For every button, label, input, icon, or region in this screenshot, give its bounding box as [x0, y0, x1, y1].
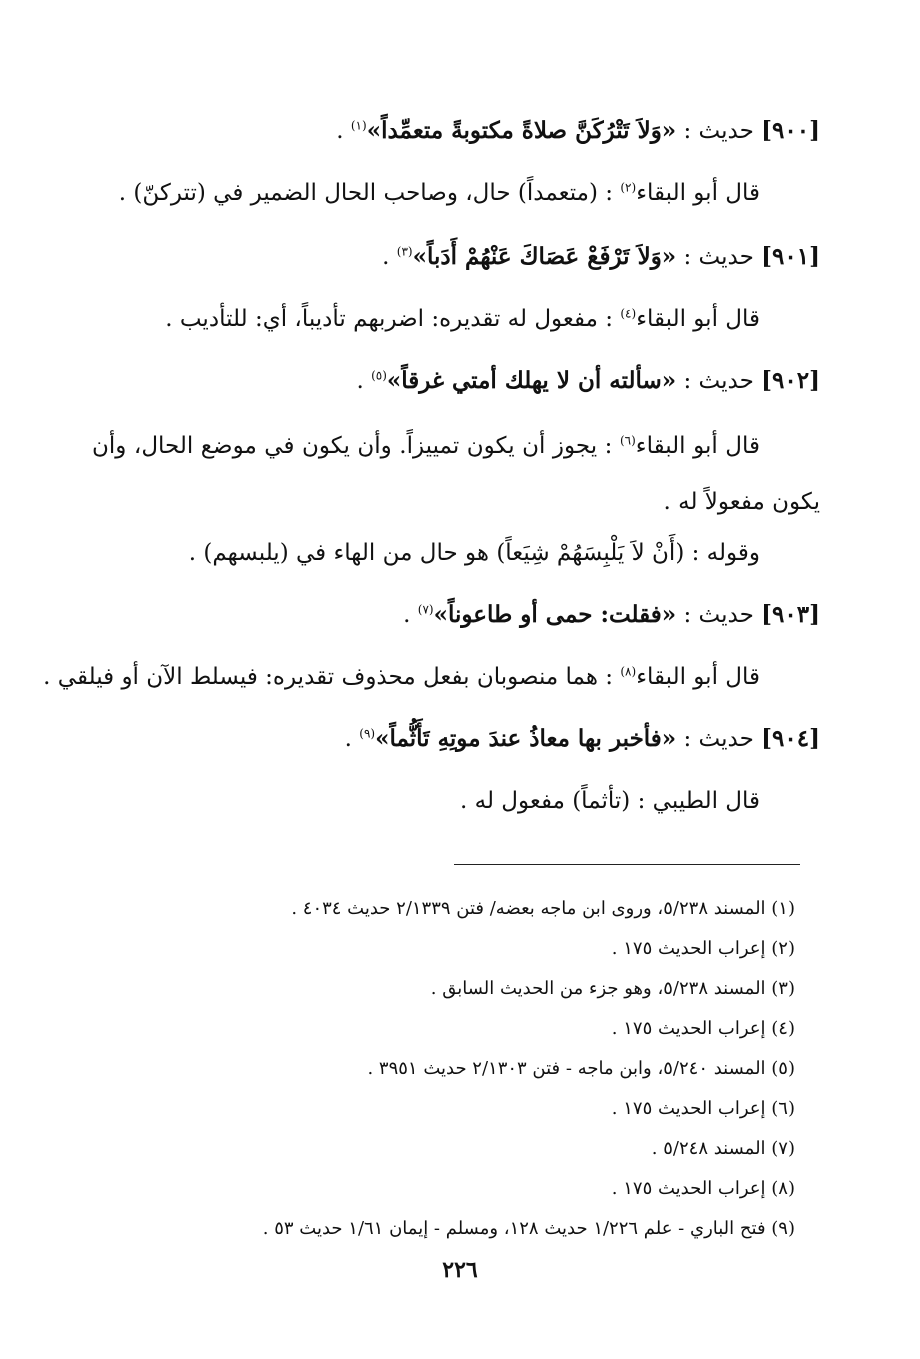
hadith-label: حديث :: [683, 368, 754, 394]
footnote-4: (٤) إعراب الحديث ١٧٥ .: [611, 1018, 795, 1039]
hadith-end: .: [344, 726, 352, 752]
footnote-ref[interactable]: (٩): [359, 726, 376, 741]
hadith-label: حديث :: [683, 118, 754, 144]
hadith-number: [٩٠٢]: [761, 367, 820, 394]
comment-900: [90, 176, 760, 210]
hadith-end: .: [356, 368, 364, 394]
footnote-ref[interactable]: (٧): [417, 602, 434, 617]
comment-text: : (متعمداً) حال، وصاحب الحال الضمير في (تتركنّ) .: [118, 180, 614, 206]
comment-902-b: [90, 536, 760, 570]
comment-speaker: قال أبو البقاء: [636, 180, 760, 206]
hadith-text: «فأخبر بها معاذُ عندَ موتِهِ تَأَثُّماً»: [375, 725, 677, 752]
hadith-903: [90, 598, 820, 632]
comment-text: : (أَنْ لاَ يَلْبِسَهُمْ شِيَعاً) هو حال من الهاء في (يلبسهم) .: [188, 540, 700, 566]
comment-text: : يجوز أن يكون تمييزاً. وأن يكون في موضع الحال، وأن يكون مفعولاً له .: [92, 433, 820, 515]
footnote-separator: [454, 864, 800, 865]
footnote-ref[interactable]: (٣): [396, 244, 413, 259]
page-number: ٢٢٦: [442, 1257, 478, 1283]
comment-speaker: قال أبو البقاء: [636, 306, 760, 332]
footnote-8: (٨) إعراب الحديث ١٧٥ .: [611, 1178, 795, 1199]
footnote-ref[interactable]: (١): [350, 118, 367, 133]
footnote-9: (٩) فتح الباري - علم ١/٢٢٦ حديث ١٢٨، ومسلم - إيمان ١/٦١ حديث ٥٣ .: [262, 1218, 795, 1239]
hadith-label: حديث :: [683, 726, 754, 752]
hadith-904: [90, 722, 820, 756]
hadith-text: «سألته أن لا يهلك أمتي غرقاً»: [386, 367, 677, 394]
hadith-text: «وَلاَ تَرْفَعْ عَصَاكَ عَنْهُمْ أَدَباً»: [412, 243, 677, 270]
comment-904: [90, 784, 760, 818]
hadith-text: «فقلت: حمى أو طاعوناً»: [433, 601, 677, 628]
hadith-901: [90, 240, 820, 274]
hadith-label: حديث :: [683, 602, 754, 628]
footnote-3: (٣) المسند ٥/٢٣٨، وهو جزء من الحديث السابق .: [430, 978, 795, 999]
hadith-end: .: [336, 118, 344, 144]
comment-speaker: قال أبو البقاء: [635, 433, 760, 459]
hadith-end: .: [382, 244, 390, 270]
hadith-number: [٩٠٣]: [761, 601, 820, 628]
footnote-ref[interactable]: (٦): [619, 433, 636, 448]
footnote-ref[interactable]: (٤): [620, 306, 637, 321]
hadith-text: «وَلاَ تَتْرُكَنَّ صلاةً مكتوبةً متعمِّداً»: [366, 117, 677, 144]
footnote-ref[interactable]: (٨): [620, 664, 637, 679]
comment-text: : هما منصوبان بفعل محذوف تقديره: فيسلط الآن أو فيلقي .: [43, 664, 614, 690]
footnote-ref[interactable]: (٢): [620, 180, 637, 195]
hadith-number: [٩٠٤]: [761, 725, 820, 752]
footnote-2: (٢) إعراب الحديث ١٧٥ .: [611, 938, 795, 959]
hadith-number: [٩٠١]: [761, 243, 820, 270]
footnote-1: (١) المسند ٥/٢٣٨، وروى ابن ماجه بعضه/ فتن ٢/١٣٣٩ حديث ٤٠٣٤ .: [291, 898, 795, 919]
comment-speaker: قال أبو البقاء: [636, 664, 760, 690]
hadith-end: .: [403, 602, 411, 628]
comment-901: [90, 302, 760, 336]
hadith-number: [٩٠٠]: [761, 117, 820, 144]
footnote-7: (٧) المسند ٥/٢٤٨ .: [651, 1138, 795, 1159]
comment-903: [43, 660, 760, 694]
hadith-900: [90, 114, 820, 148]
footnote-6: (٦) إعراب الحديث ١٧٥ .: [611, 1098, 795, 1119]
comment-text: : (تأثماً) مفعول له .: [459, 788, 646, 814]
comment-text: : مفعول له تقديره: اضربهم تأديباً، أي: للتأديب .: [165, 306, 614, 332]
hadith-902: [90, 364, 820, 398]
comment-speaker: قال الطيبي: [652, 788, 760, 814]
comment-speaker: وقوله: [706, 540, 760, 566]
hadith-label: حديث :: [683, 244, 754, 270]
footnote-5: (٥) المسند ٥/٢٤٠، وابن ماجه - فتن ٢/١٣٠٣ حديث ٣٩٥١ .: [367, 1058, 795, 1079]
comment-902: [92, 418, 820, 530]
footnote-ref[interactable]: (٥): [371, 368, 387, 383]
